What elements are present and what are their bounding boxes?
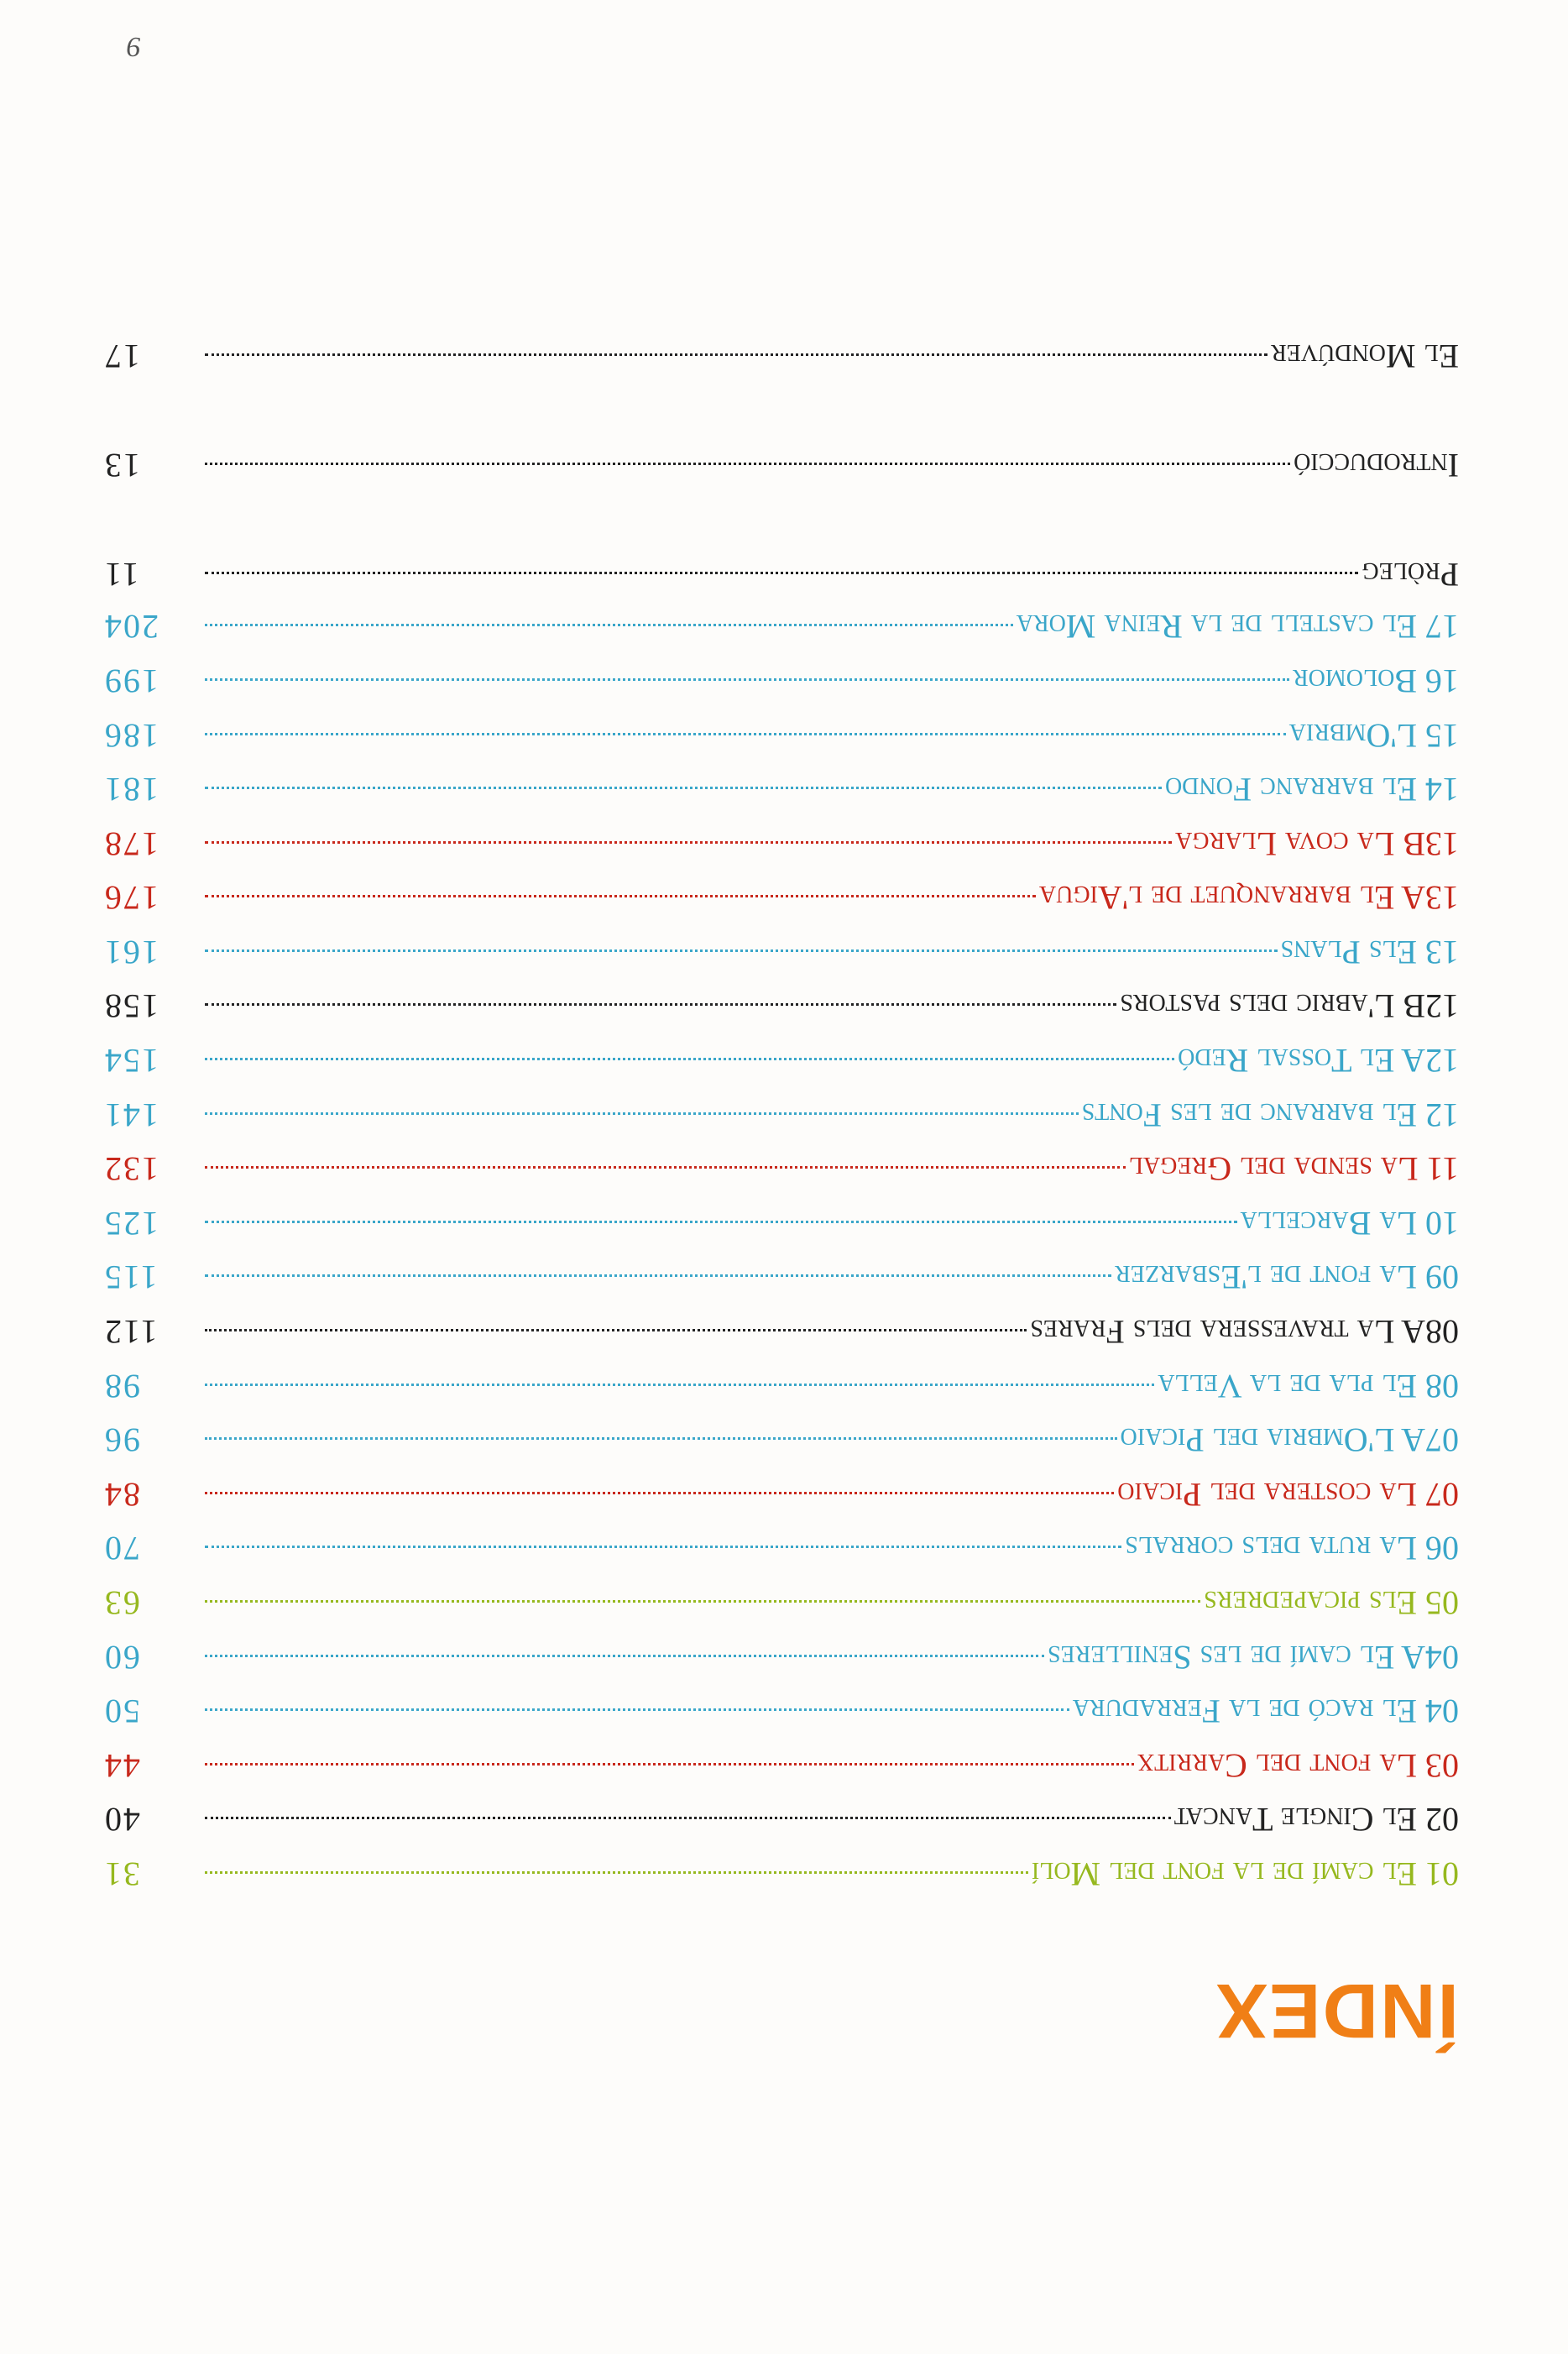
dot-leader bbox=[205, 353, 1267, 356]
toc-entry-page: 154 bbox=[103, 1042, 159, 1080]
toc-entry bbox=[103, 411, 1459, 520]
toc-entry-page: 178 bbox=[103, 824, 159, 863]
toc-entry-label: 08 El pla de la Vella bbox=[1158, 1367, 1459, 1405]
routes-list bbox=[103, 599, 1459, 1901]
dot-leader bbox=[205, 1817, 1171, 1819]
dot-leader bbox=[205, 1708, 1069, 1711]
toc-entry bbox=[103, 599, 1459, 654]
toc-entry bbox=[103, 1629, 1459, 1684]
dot-leader bbox=[205, 1384, 1154, 1386]
toc-entry-label: 04 El racó de la Ferradura bbox=[1072, 1692, 1459, 1731]
toc-entry bbox=[103, 301, 1459, 411]
toc-entry bbox=[103, 1304, 1459, 1358]
toc-entry bbox=[103, 1087, 1459, 1142]
toc-entry-label: 07A L'Ombria del Picaio bbox=[1120, 1421, 1459, 1460]
dot-leader bbox=[205, 1871, 1028, 1874]
toc-entry-page: 98 bbox=[103, 1367, 140, 1405]
dot-leader bbox=[205, 1221, 1237, 1223]
toc-entry-page: 132 bbox=[103, 1150, 159, 1189]
toc-entry-page: 199 bbox=[103, 662, 159, 700]
toc-entry bbox=[103, 816, 1459, 871]
toc-entry-page: 70 bbox=[103, 1530, 140, 1568]
toc-entry bbox=[103, 1467, 1459, 1521]
dot-leader bbox=[205, 463, 1290, 465]
dot-leader bbox=[205, 949, 1278, 952]
toc-entry bbox=[103, 1792, 1459, 1847]
toc-entry-page: 125 bbox=[103, 1204, 159, 1242]
toc-entry-label: 05 Els picapedrers bbox=[1204, 1584, 1459, 1623]
toc-entry bbox=[103, 1846, 1459, 1901]
page-title: ÍNDEX bbox=[1214, 1968, 1459, 2054]
dot-leader bbox=[205, 678, 1289, 681]
dot-leader bbox=[205, 1004, 1116, 1007]
toc-entry bbox=[103, 1521, 1459, 1576]
toc-entry-label: 12 El barranc de les Fonts bbox=[1081, 1096, 1459, 1134]
toc-entry-label: 17 El castell de la Reina Mora bbox=[1016, 608, 1459, 646]
toc-entry-page: 63 bbox=[103, 1584, 140, 1623]
toc-entry-page: 141 bbox=[103, 1096, 159, 1134]
toc-entry-page: 11 bbox=[103, 556, 139, 594]
dot-leader bbox=[205, 1166, 1126, 1169]
toc-entry-page: 115 bbox=[103, 1258, 158, 1297]
toc-entry-page: 31 bbox=[103, 1855, 140, 1893]
toc-entry bbox=[103, 1413, 1459, 1467]
toc-entry-label: 06 La ruta dels corrals bbox=[1125, 1530, 1459, 1568]
dot-leader bbox=[205, 733, 1286, 735]
toc-entry bbox=[103, 1033, 1459, 1088]
dot-leader bbox=[205, 1329, 1027, 1331]
toc-entry-label: 12A El Tossal Redó bbox=[1178, 1042, 1459, 1080]
dot-leader bbox=[205, 1112, 1079, 1115]
toc-entry-page: 176 bbox=[103, 879, 159, 918]
toc-entry-label: 04A El camí de les Senilleres bbox=[1048, 1638, 1459, 1677]
toc-entry-page: 186 bbox=[103, 716, 159, 755]
dot-leader bbox=[205, 1763, 1134, 1766]
toc-entry bbox=[103, 1738, 1459, 1792]
toc-entry-label: 01 El camí de la font del Molí bbox=[1031, 1855, 1459, 1893]
toc-entry-label: 13A El barranquet de l'Aigua bbox=[1038, 879, 1459, 918]
toc-entry-label: Introducció bbox=[1294, 447, 1459, 484]
toc-entry bbox=[103, 653, 1459, 708]
toc-entry-page: 204 bbox=[103, 608, 159, 646]
toc-entry-label: 02 El Cingle Tancat bbox=[1173, 1801, 1459, 1839]
dot-leader bbox=[205, 572, 1358, 574]
toc-entry bbox=[103, 762, 1459, 817]
toc-entry bbox=[103, 1358, 1459, 1413]
toc-entry-page: 44 bbox=[103, 1746, 140, 1785]
toc-entry-label: 09 La font de l'Esbarzer bbox=[1115, 1258, 1459, 1297]
toc-entry-label: El Mondúver bbox=[1271, 337, 1459, 375]
toc-entry bbox=[103, 1195, 1459, 1250]
dot-leader bbox=[205, 1058, 1174, 1060]
toc-entry-page: 161 bbox=[103, 933, 159, 971]
page-number: 9 bbox=[127, 31, 141, 62]
dot-leader bbox=[205, 895, 1036, 897]
front-matter-list bbox=[103, 301, 1459, 629]
toc-entry-page: 17 bbox=[103, 337, 140, 375]
toc-entry-label: 13 Els Plans bbox=[1280, 933, 1459, 971]
toc-entry-label: 11 La senda del Gregal bbox=[1128, 1150, 1459, 1189]
dot-leader bbox=[205, 1437, 1117, 1440]
toc-entry-label: 13B La cova Llarga bbox=[1175, 824, 1459, 863]
toc-entry-page: 50 bbox=[103, 1692, 140, 1731]
toc-entry-page: 112 bbox=[103, 1313, 158, 1352]
toc-entry-label: 15 L'Ombria bbox=[1288, 716, 1459, 755]
toc-entry-label: 14 El barranc Fondo bbox=[1164, 771, 1459, 809]
dot-leader bbox=[205, 1546, 1121, 1548]
toc-entry-label: Pròleg bbox=[1362, 556, 1459, 594]
dot-leader bbox=[205, 1655, 1044, 1657]
toc-entry bbox=[103, 1575, 1459, 1629]
dot-leader bbox=[205, 1600, 1200, 1603]
toc-entry-label: 07 La costera del Picaio bbox=[1117, 1475, 1459, 1514]
toc-entry-page: 96 bbox=[103, 1421, 140, 1460]
toc-entry-label: 10 La Barcella bbox=[1240, 1204, 1459, 1242]
toc-entry bbox=[103, 924, 1459, 979]
toc-entry-page: 40 bbox=[103, 1801, 140, 1839]
toc-entry-label: 16 Bolomor bbox=[1292, 662, 1459, 700]
dot-leader bbox=[205, 1274, 1111, 1277]
toc-entry-label: 08A La travessera dels Frares bbox=[1030, 1313, 1459, 1352]
toc-entry bbox=[103, 708, 1459, 762]
dot-leader bbox=[205, 787, 1162, 789]
toc-entry bbox=[103, 1142, 1459, 1196]
toc-entry-label: 03 La font del Carritx bbox=[1137, 1746, 1459, 1785]
dot-leader bbox=[205, 624, 1013, 626]
toc-entry bbox=[103, 871, 1459, 925]
toc-entry bbox=[103, 1250, 1459, 1305]
toc-entry-page: 84 bbox=[103, 1475, 140, 1514]
toc-entry bbox=[103, 979, 1459, 1033]
toc-entry-page: 60 bbox=[103, 1638, 140, 1677]
toc-entry-page: 158 bbox=[103, 987, 159, 1026]
dot-leader bbox=[205, 841, 1172, 844]
toc-entry bbox=[103, 1684, 1459, 1739]
toc-entry-page: 181 bbox=[103, 771, 159, 809]
toc-entry-label: 12B L'abric dels pastors bbox=[1120, 987, 1459, 1026]
toc-entry-page: 13 bbox=[103, 447, 140, 484]
dot-leader bbox=[205, 1492, 1114, 1494]
